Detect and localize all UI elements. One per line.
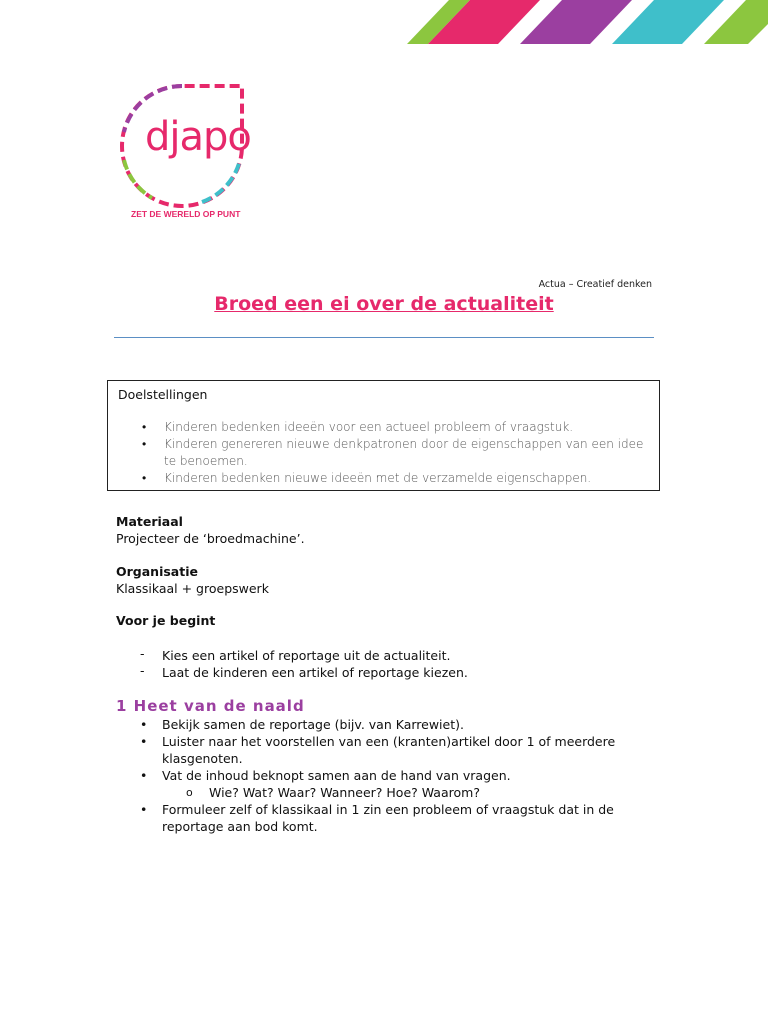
- list-item: • Formuleer zelf of klassikaal in 1 zin een probleem of vraagstuk dat in de reportage aan bod komt.: [162, 801, 632, 835]
- goals-box: [107, 380, 660, 491]
- list-item: • Vat de inhoud beknopt samen aan de hand van vragen.: [162, 767, 632, 784]
- section-list: [162, 716, 632, 835]
- list-item: • Luister naar het voorstellen van een (kranten)artikel door 1 of meerdere klasgenoten.: [162, 733, 632, 767]
- goals-list: [108, 419, 659, 487]
- subject-label: Actua – Creatief denken: [538, 279, 652, 290]
- organisation-heading: Organisatie: [116, 564, 198, 579]
- organisation-text: Klassikaal + groepswerk: [116, 581, 269, 596]
- before-heading: Voor je begint: [116, 613, 216, 628]
- title-divider: [114, 337, 654, 338]
- before-list: [162, 647, 468, 681]
- decorative-stripes: [0, 0, 768, 50]
- list-item: • Kinderen bedenken nieuwe ideeën met de verzamelde eigenschappen.: [164, 470, 649, 487]
- section-heading: 1 Heet van de naald: [116, 697, 305, 715]
- list-item: - Laat de kinderen een artikel of reportage kiezen.: [162, 664, 468, 681]
- list-item: • Bekijk samen de reportage (bijv. van Karrewiet).: [162, 716, 632, 733]
- material-text: Projecteer de ‘broedmachine’.: [116, 531, 305, 546]
- list-item: • Kinderen genereren nieuwe denkpatronen door de eigenschappen van een idee te benoemen.: [164, 436, 649, 470]
- logo-tagline: ZET DE WERELD OP PUNT: [131, 209, 241, 219]
- list-item: • Kinderen bedenken ideeën voor een actueel probleem of vraagstuk.: [164, 419, 649, 436]
- sub-list-item: o Wie? Wat? Waar? Wanneer? Hoe? Waarom?: [162, 784, 632, 801]
- page-title: Broed een ei over de actualiteit: [214, 293, 554, 315]
- material-heading: Materiaal: [116, 514, 183, 529]
- logo-word: djapo: [145, 114, 251, 160]
- list-item: - Kies een artikel of reportage uit de actualiteit.: [162, 647, 468, 664]
- goals-heading: Doelstellingen: [118, 387, 208, 402]
